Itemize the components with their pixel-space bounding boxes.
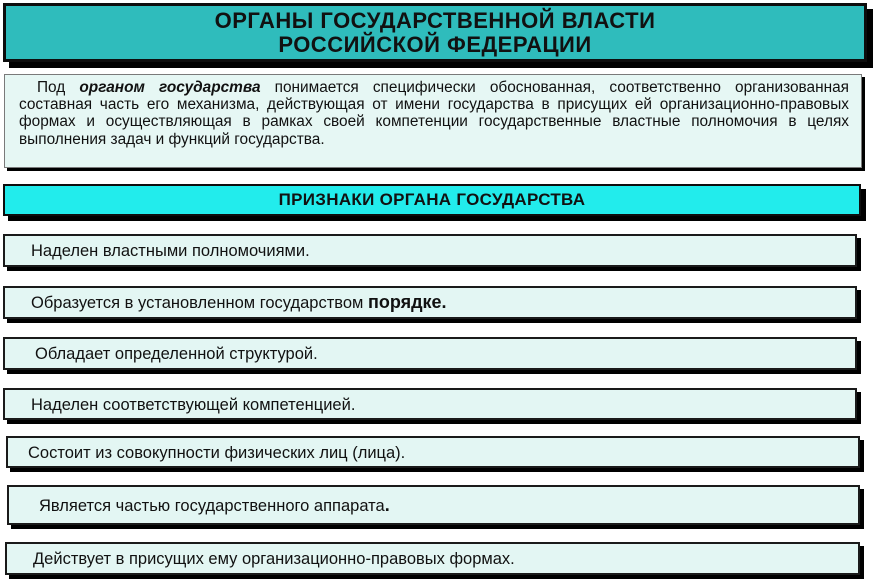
feature-text [8,442,405,463]
feature-label: Образуется в установленном государством [31,294,368,312]
feature-strong: порядке. [367,292,447,312]
feature-text [5,292,447,313]
definition-emphasis: органом государства [79,79,261,96]
feature-text [5,343,318,364]
feature-text [7,548,515,569]
definition-box [4,74,862,168]
feature-label: Наделен соответствующей компетенцией. [31,395,356,414]
feature-label: Обладает определенной структурой. [35,345,318,363]
feature-text [5,394,355,415]
feature-label: Наделен властными полномочиями. [31,242,310,260]
feature-item [3,234,857,267]
features-header-text: ПРИЗНАКИ ОРГАНА ГОСУДАРСТВА [278,190,586,209]
definition-rest: понимается специфически обоснованная, соответственно организованная составная часть его механизма, действующая от имени государства в присущих ей организационно-правовых формах и осуществляющая в рамках своей компетенции государственные властные полномочия в целях выполнения задач и функций государства. [19,79,849,148]
feature-text [9,495,390,516]
feature-item [3,286,857,319]
feature-text [5,240,310,261]
feature-item [5,542,860,575]
title-line-1: ОРГАНЫ ГОСУДАРСТВЕННОЙ ВЛАСТИ [214,7,656,33]
feature-item [3,337,857,370]
feature-label: Состоит из совокупности физических лиц (лица). [28,443,406,462]
feature-label: Действует в присущих ему организационно-правовых формах. [33,550,515,568]
title-line-2: РОССИЙСКОЙ ФЕДЕРАЦИИ [278,31,592,57]
feature-label: Является частью государственного аппарата [39,496,385,515]
feature-item [7,485,860,525]
definition-text [19,79,849,148]
feature-strong: . [384,494,390,515]
features-header [3,184,861,216]
title-banner [3,3,867,62]
definition-prefix: Под [37,79,80,96]
feature-item [3,388,857,420]
feature-item [6,436,860,468]
